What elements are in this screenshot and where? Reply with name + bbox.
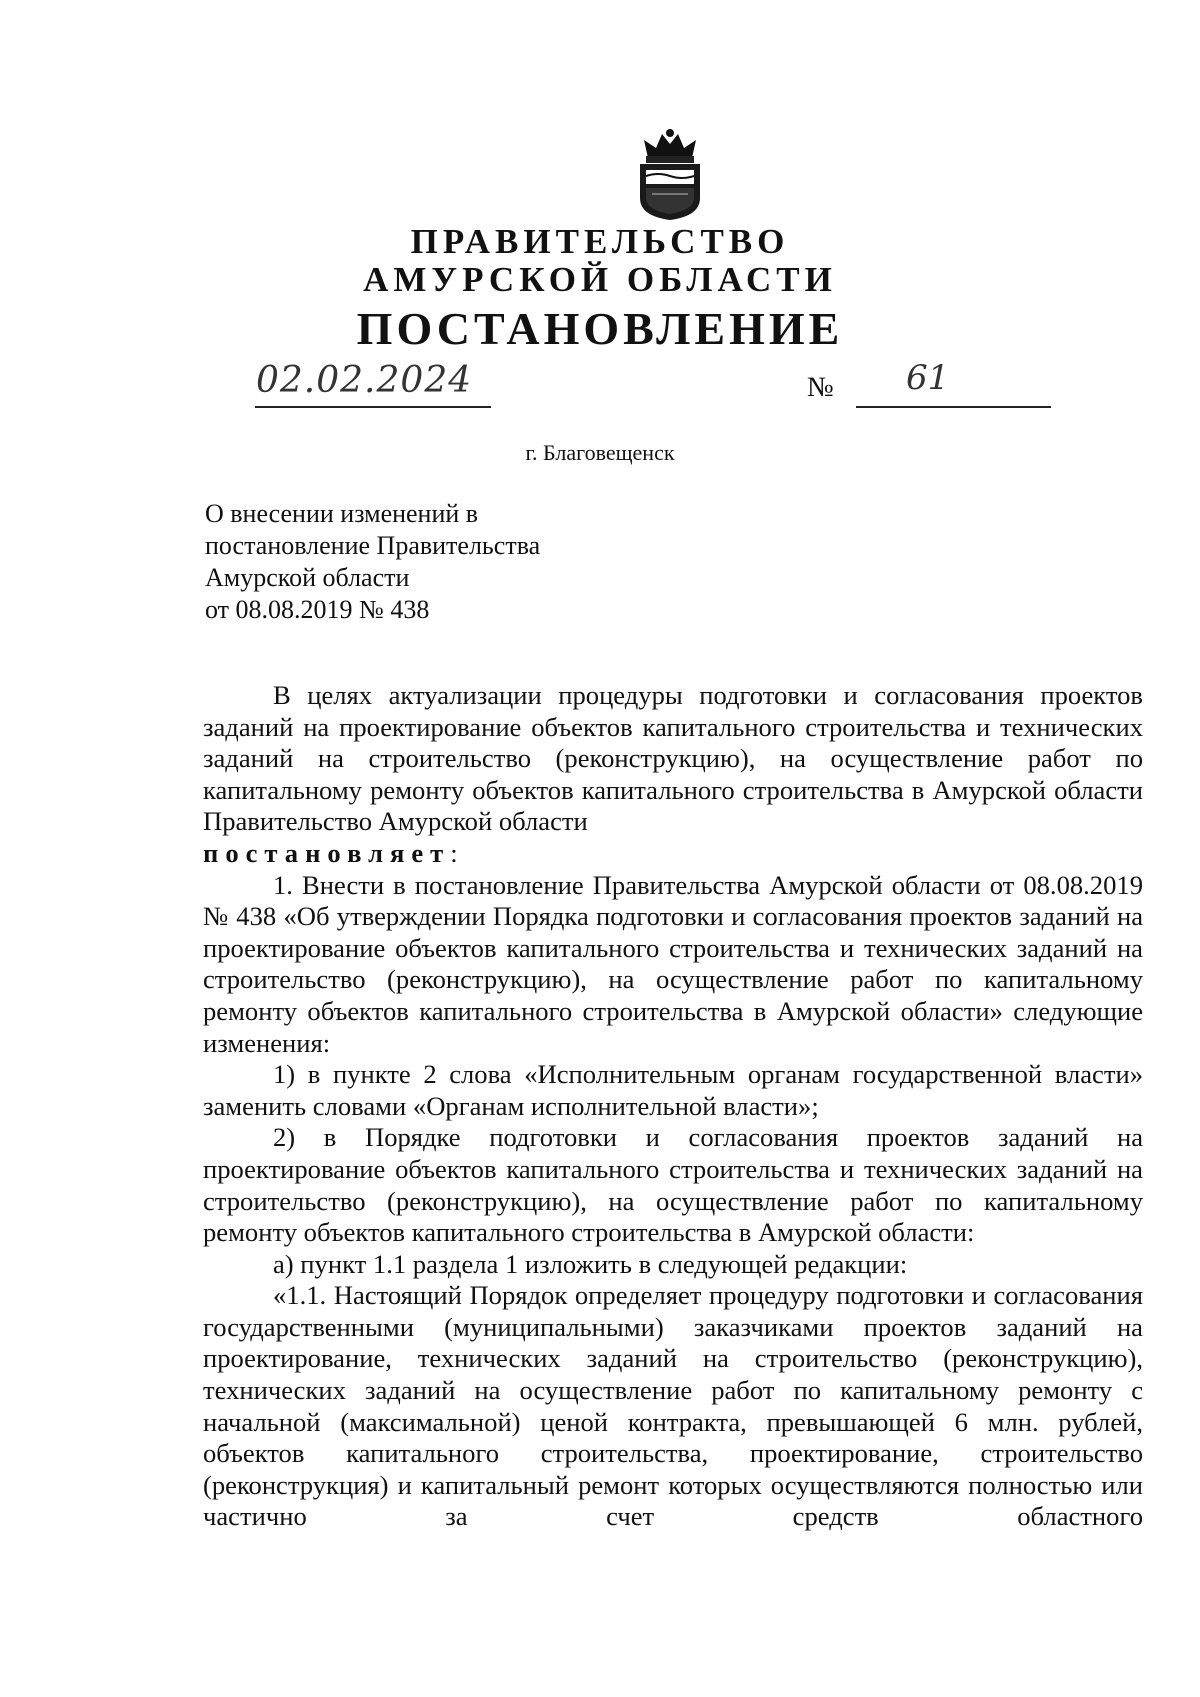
handwritten-date: 02.02.2024 xyxy=(256,360,473,401)
org-name-line2: АМУРСКОЙ ОБЛАСТИ xyxy=(363,260,837,299)
preamble-paragraph: В целях актуализации процедуры подготовки и согласования проектов заданий на проектирование объектов капитального строительства и технических заданий на строительство (реконструкцию), на осуществление работ по капитальному ремонту объектов капитального строительства в Амурской области Правительство Амурской области xyxy=(203,680,1143,837)
paragraph-1-item-1: 1) в пункте 2 слова «Исполнительным органам государственной власти» заменить словами «Органам исполнительной власти»; xyxy=(203,1059,1143,1121)
paragraph-1: 1. Внести в постановление Правительства Амурской области от 08.08.2019 № 438 «Об утверждении Порядка подготовки и согласования проектов заданий на проектирование объектов капитального строительства и технических заданий на строительство (реконструкцию), на осуществление работ по капитальному ремонту объектов капитального строительства в Амурской области» следующие изменения: xyxy=(203,869,1143,1058)
coat-of-arms-emblem xyxy=(630,128,710,222)
resolves-line xyxy=(203,838,1143,870)
subject-line: постановление Правительства xyxy=(205,531,541,560)
subject-line: О внесении изменений в xyxy=(205,499,479,528)
resolves-colon: : xyxy=(450,837,458,868)
paragraph-1-1-text: «1.1. Настоящий Порядок определяет процедуру подготовки и согласования государственными (муниципальными) заказчиками проектов заданий на проектирование, технических заданий на строительство (реконструкцию), технических заданий на осуществление работ по капитальному ремонту с начальной (максимальной) ценой контракта, превышающей 6 млн. рублей, объектов капитального строительства, проектирование, строительство (реконструкция) и капитальный ремонт которых осуществляются полностью или частично за счет средств областного xyxy=(203,1280,1143,1532)
handwritten-number: 61 xyxy=(906,358,950,398)
document-body xyxy=(203,680,1143,1533)
date-underline xyxy=(255,406,491,408)
org-name-line1: ПРАВИТЕЛЬСТВО xyxy=(410,222,790,261)
number-underline xyxy=(856,406,1051,408)
number-sign: № xyxy=(807,372,834,403)
document-subject xyxy=(205,498,540,626)
document-type-title: ПОСТАНОВЛЕНИЕ xyxy=(356,303,844,354)
paragraph-1-item-2: 2) в Порядке подготовки и согласования проектов заданий на проектирование объектов капитального строительства и технических заданий на строительство (реконструкцию), на осуществление работ по капитальному ремонту объектов капитального строительства в Амурской области: xyxy=(203,1122,1143,1248)
subject-line: от 08.08.2019 № 438 xyxy=(205,595,430,624)
place-of-issue: г. Благовещенск xyxy=(525,440,675,465)
paragraph-1-item-2a: а) пункт 1.1 раздела 1 изложить в следующей редакции: xyxy=(273,1248,908,1279)
resolves-word: постановляет xyxy=(203,837,451,868)
subject-line: Амурской области xyxy=(205,563,410,592)
